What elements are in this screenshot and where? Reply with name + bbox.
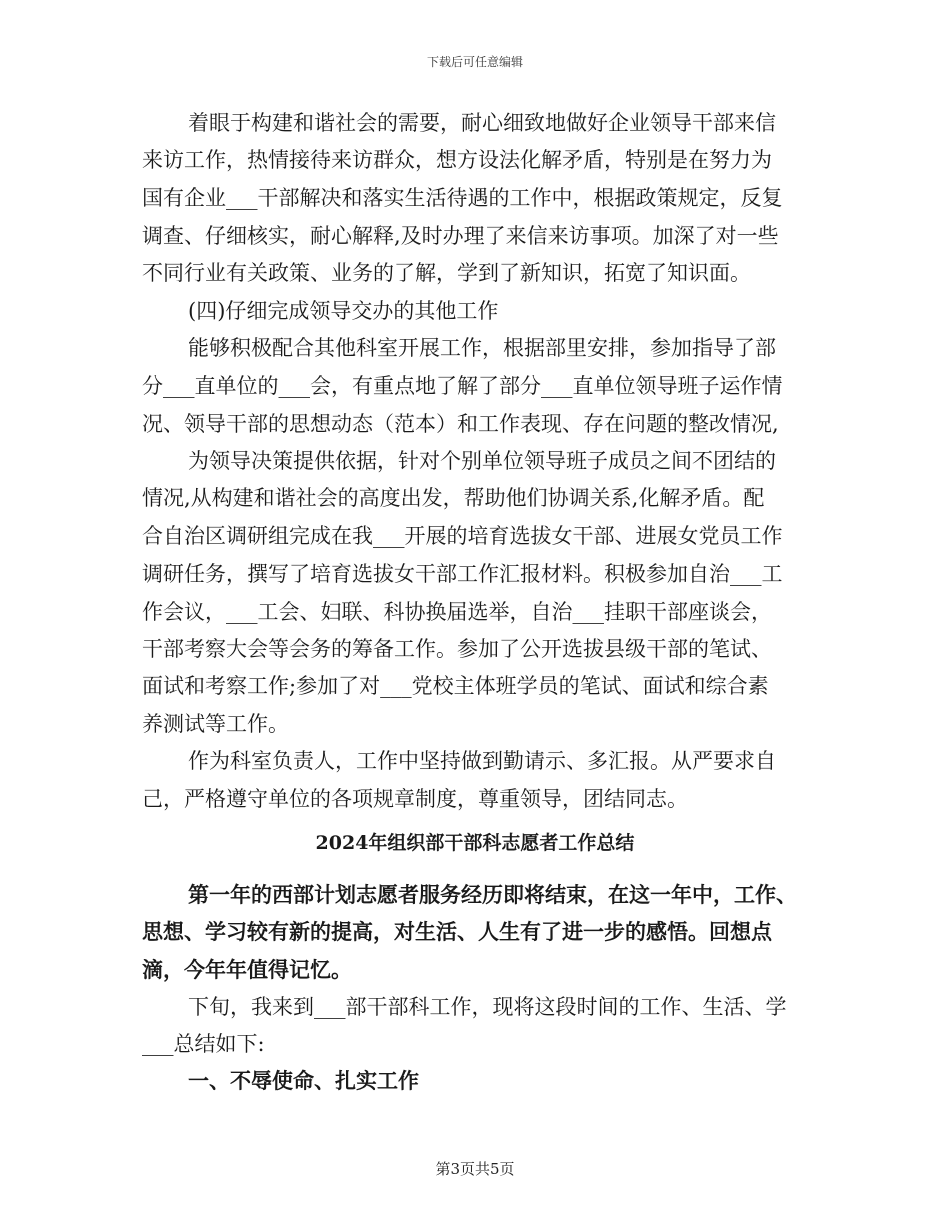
section-heading-4: (四)仔细完成领导交办的其他工作 <box>188 299 499 323</box>
page-number: 第3页共5页 <box>435 1160 515 1178</box>
paragraph-line: 下旬，我来到___部干部科工作，现将这段时间的工作、生活、学 <box>188 995 787 1019</box>
paragraph-line: 作会议，___工会、妇联、科协换届选举，自治___挂职干部座谈会， <box>142 600 772 624</box>
paragraph-line: 况、领导干部的思想动态（范本）和工作表现、存在问题的整改情况, <box>142 412 779 436</box>
paragraph-line: ___总结如下: <box>142 1032 265 1056</box>
paragraph-line: 来访工作，热情接待来访群众，想方设法化解矛盾，特别是在努力为 <box>142 148 772 172</box>
document-title: 2024年组织部干部科志愿者工作总结 <box>315 832 635 854</box>
paragraph-line: 养测试等工作。 <box>142 712 289 736</box>
paragraph-line-bold: 第一年的西部计划志愿者服务经历即将结束，在这一年中，工作、 <box>188 882 797 907</box>
paragraph-line: 情况,从构建和谐社会的高度出发，帮助他们协调关系,化解矛盾。配 <box>142 486 765 510</box>
paragraph-line: 能够积极配合其他科室开展工作，根据部里安排，参加指导了部 <box>188 336 776 360</box>
page-header: 下载后可任意编辑 <box>426 55 523 69</box>
paragraph-line: 己，严格遵守单位的各项规章制度，尊重领导，团结同志。 <box>142 787 688 811</box>
paragraph-line: 调研任务，撰写了培育选拔女干部工作汇报材料。积极参加自治___工 <box>142 562 783 586</box>
paragraph-line: 调查、仔细核实，耐心解释,及时办理了来信来访事项。加深了对一些 <box>142 224 779 248</box>
paragraph-line-bold: 思想、学习较有新的提高，对生活、人生有了进一步的感悟。回想点 <box>142 919 772 944</box>
paragraph-line: 不同行业有关政策、业务的了解，学到了新知识，拓宽了知识面。 <box>142 261 751 285</box>
paragraph-line: 分___直单位的___会，有重点地了解了部分___直单位领导班子运作情 <box>142 374 783 398</box>
paragraph-line: 为领导决策提供依据，针对个别单位领导班子成员之间不团结的 <box>188 449 776 473</box>
paragraph-line: 干部考察大会等会务的筹备工作。参加了公开选拔县级干部的笔试、 <box>142 637 772 661</box>
paragraph-line: 面试和考察工作;参加了对___党校主体班学员的笔试、面试和综合素 <box>142 674 769 698</box>
paragraph-line: 着眼于构建和谐社会的需要，耐心细致地做好企业领导干部来信 <box>188 111 776 135</box>
paragraph-line-bold: 滴，今年年值得记忆。 <box>142 957 352 982</box>
paragraph-line: 合自治区调研组完成在我___开展的培育选拔女干部、进展女党员工作 <box>142 524 783 548</box>
paragraph-line: 作为科室负责人，工作中坚持做到勤请示、多汇报。从严要求自 <box>188 749 776 773</box>
paragraph-line: 国有企业___干部解决和落实生活待遇的工作中，根据政策规定，反复 <box>142 186 783 210</box>
section-heading-1: 一、不辱使命、扎实工作 <box>188 1068 419 1093</box>
